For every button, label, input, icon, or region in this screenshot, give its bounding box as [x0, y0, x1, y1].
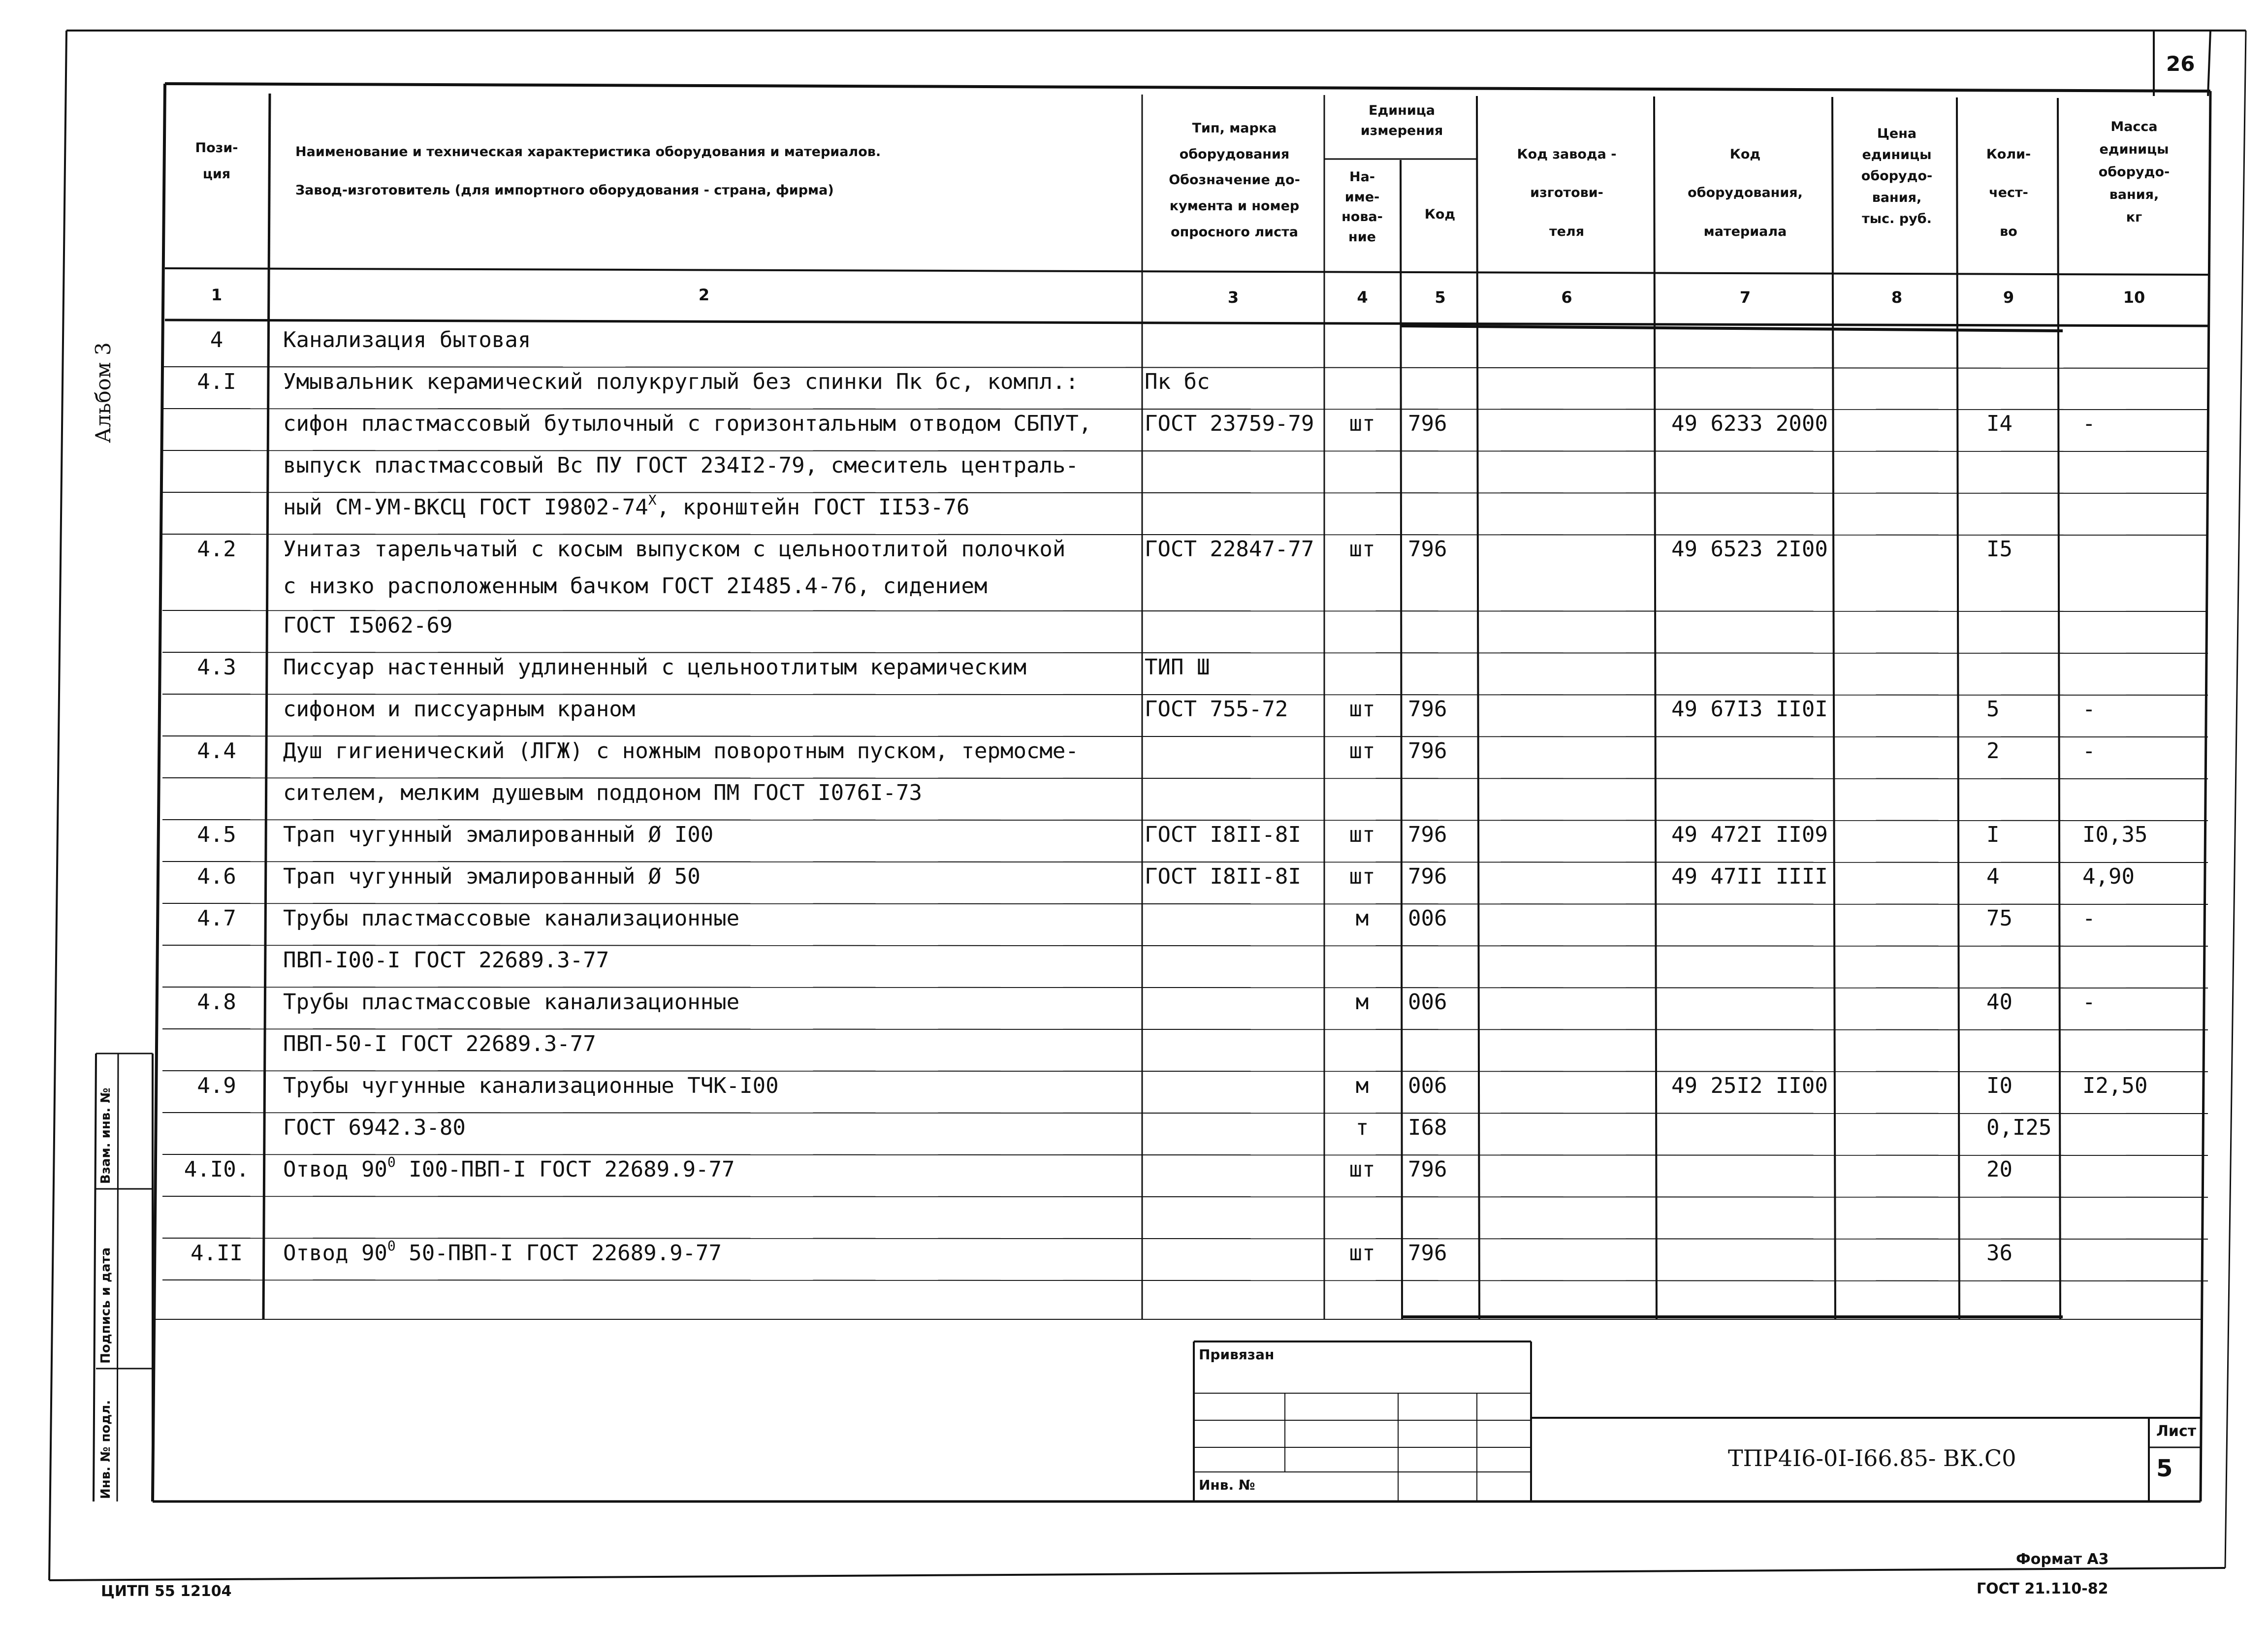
row-5-code7: 49 6523 2I00	[1671, 537, 1828, 562]
row-19-qty: 0,I25	[1986, 1115, 2052, 1140]
row-20-qty: 20	[1986, 1157, 2012, 1182]
row-16-unit: м	[1355, 990, 1369, 1015]
row-13-unit: шт	[1349, 864, 1375, 889]
row-10-name: Душ гигиенический (ЛГЖ) с ножным поворотным пуском, термосме-	[283, 738, 1079, 764]
row-4-name: ный СМ-УМ-ВКСЦ ГОСТ $I9802-74^X$, кронштейн ГОСТ II53-76	[283, 492, 970, 520]
row-18-name: Трубы чугунные канализационные ТЧК-I00	[283, 1073, 779, 1098]
header-unit-group: Единица измерения	[1360, 103, 1443, 138]
row-16-mass: -	[2082, 990, 2096, 1015]
row-14-mass: -	[2082, 906, 2096, 931]
row-5-code: 796	[1408, 537, 1447, 562]
row-14-name: Трубы пластмассовые канализационные	[283, 906, 740, 931]
row-2-name: сифон пластмассовый бутылочный с горизонтальным отводом СБПУТ,	[283, 411, 1092, 436]
gost-label: ГОСТ 21.110-82	[1977, 1580, 2108, 1597]
row-13-qty: 4	[1986, 864, 2000, 889]
row-19-code: I68	[1408, 1115, 1447, 1140]
row-0-pos: 4	[210, 327, 224, 352]
row-2-qty: I4	[1986, 411, 2012, 436]
row-12-name: Трап чугунный эмалированный Ø I00	[283, 822, 714, 847]
row-22-code: 796	[1408, 1241, 1447, 1266]
row-12-mass: I0,35	[2082, 822, 2148, 847]
col-number-7: 7	[1739, 288, 1751, 307]
header-equipment-code: Код оборудования, материала	[1688, 147, 1803, 239]
row-2-code7: 49 6233 2000	[1671, 411, 1828, 436]
row-22-unit: шт	[1349, 1241, 1375, 1266]
col-number-6: 6	[1561, 288, 1572, 307]
row-18-code7: 49 25I2 II00	[1671, 1073, 1828, 1098]
row-9-unit: шт	[1349, 697, 1375, 722]
row-10-pos: 4.4	[197, 738, 236, 764]
row-0-name: Канализация бытовая	[283, 327, 531, 352]
row-12-type: ГОСТ I8II-8I	[1145, 822, 1301, 847]
row-12-code: 796	[1408, 822, 1447, 847]
row-5-name: Унитаз тарельчатый с косым выпуском с цельноотлитой полочкой	[283, 537, 1066, 562]
row-14-pos: 4.7	[197, 906, 236, 931]
row-19-name: ГОСТ 6942.3-80	[283, 1115, 466, 1140]
row-18-qty: I0	[1986, 1073, 2012, 1098]
row-1-type: Пк бс	[1145, 369, 1210, 394]
col-number-4: 4	[1357, 288, 1368, 307]
row-9-type: ГОСТ 755-72	[1145, 697, 1288, 722]
stamp-replacement-inv: Взам. инв. №	[98, 1087, 113, 1184]
row-14-code: 006	[1408, 906, 1447, 931]
row-20-pos: 4.I0.	[184, 1157, 250, 1182]
row-9-code: 796	[1408, 697, 1447, 722]
row-13-type: ГОСТ I8II-8I	[1145, 864, 1301, 889]
row-1-name: Умывальник керамический полукруглый без спинки Пк бс, компл.:	[283, 369, 1079, 394]
row-20-code: 796	[1408, 1157, 1447, 1182]
row-12-code7: 49 472I II09	[1671, 822, 1828, 847]
row-2-type: ГОСТ 23759-79	[1145, 411, 1314, 436]
row-18-pos: 4.9	[197, 1073, 236, 1098]
row-11-name: сителем, мелким душевым поддоном ПМ ГОСТ I076I-73	[283, 780, 923, 805]
stamp-signature-date: Подпись и дата	[98, 1247, 113, 1364]
row-5-type: ГОСТ 22847-77	[1145, 537, 1314, 562]
binding-inv: Инв. №	[1199, 1477, 1255, 1493]
row-16-code: 006	[1408, 990, 1447, 1015]
header-name: Наименование и техническая характеристика оборудования и материалов. Завод-изготовитель (для импортного оборудования - страна, фирма)	[295, 144, 881, 198]
row-12-pos: 4.5	[197, 822, 236, 847]
row-14-unit: м	[1355, 906, 1369, 931]
row-20-name: Отвод $90^0$ I00-ПВП-I ГОСТ 22689.9-77	[283, 1154, 735, 1182]
row-5-qty: I5	[1986, 537, 2012, 562]
binding-title: Привязан	[1199, 1346, 1275, 1363]
row-2-code: 796	[1408, 411, 1447, 436]
col-number-10: 10	[2123, 288, 2145, 307]
row-19-unit: т	[1355, 1115, 1369, 1140]
sheet-label: Лист	[2156, 1423, 2197, 1440]
format-label: Формат А3	[2016, 1551, 2109, 1568]
sheet-number-top: 26	[2166, 52, 2195, 76]
row-7-name: ГОСТ I5062-69	[283, 613, 453, 638]
row-12-unit: шт	[1349, 822, 1375, 847]
header-factory-code: Код завода - изготови- теля	[1517, 147, 1617, 239]
header-price: Цена единицы оборудо- вания, тыс. руб.	[1861, 126, 1933, 226]
row-16-qty: 40	[1986, 990, 2012, 1015]
col-number-5: 5	[1435, 288, 1446, 307]
row-9-qty: 5	[1986, 697, 2000, 722]
col-number-2: 2	[698, 286, 710, 304]
row-10-qty: 2	[1986, 738, 2000, 764]
header-unit-name: На- име- нова- ние	[1342, 169, 1383, 245]
row-20-unit: шт	[1349, 1157, 1375, 1182]
row-2-mass: -	[2082, 411, 2096, 436]
row-13-code: 796	[1408, 864, 1447, 889]
row-16-name: Трубы пластмассовые канализационные	[283, 990, 740, 1015]
row-18-code: 006	[1408, 1073, 1447, 1098]
row-10-unit: шт	[1349, 738, 1375, 764]
row-5-unit: шт	[1349, 537, 1375, 562]
row-22-pos: 4.II	[191, 1241, 243, 1266]
header-type: Тип, марка оборудования Обозначение до- кумента и номер опросного листа	[1169, 121, 1300, 240]
stamp-inv-original: Инв. № подл.	[98, 1400, 113, 1499]
col-number-1: 1	[211, 286, 223, 304]
publisher-code: ЦИТП 55 12104	[101, 1583, 232, 1600]
row-3-name: выпуск пластмассовый Вс ПУ ГОСТ 234I2-79, смеситель централь-	[283, 453, 1079, 478]
row-13-code7: 49 47II IIII	[1671, 864, 1828, 889]
row-2-unit: шт	[1349, 411, 1375, 436]
row-17-name: ПВП-50-I ГОСТ 22689.3-77	[283, 1031, 596, 1056]
col-number-9: 9	[2003, 288, 2014, 307]
header-mass: Масса единицы оборудо- вания, кг	[2098, 119, 2170, 225]
row-18-unit: м	[1355, 1073, 1369, 1098]
row-10-code: 796	[1408, 738, 1447, 764]
row-16-pos: 4.8	[197, 990, 236, 1015]
row-18-mass: I2,50	[2082, 1073, 2148, 1098]
album-label: Альбом 3	[91, 342, 115, 443]
row-22-name: Отвод $90^0$ 50-ПВП-I ГОСТ 22689.9-77	[283, 1238, 722, 1266]
document-code: ТПР4I6-0I-I66.85- ВК.С0	[1728, 1445, 2016, 1471]
col-number-8: 8	[1891, 288, 1903, 307]
header-unit-code: Код	[1424, 207, 1456, 222]
row-13-pos: 4.6	[197, 864, 236, 889]
row-14-qty: 75	[1986, 906, 2012, 931]
row-8-name: Писсуар настенный удлиненный с цельноотлитым керамическим	[283, 655, 1026, 680]
row-13-mass: 4,90	[2082, 864, 2135, 889]
sheet-number: 5	[2156, 1455, 2173, 1482]
row-9-code7: 49 67I3 II0I	[1671, 697, 1828, 722]
row-13-name: Трап чугунный эмалированный Ø 50	[283, 864, 701, 889]
row-9-mass: -	[2082, 697, 2096, 722]
row-10-mass: -	[2082, 738, 2096, 764]
row-15-name: ПВП-I00-I ГОСТ 22689.3-77	[283, 948, 609, 973]
row-5-pos: 4.2	[197, 537, 236, 562]
row-8-type: ТИП Ш	[1145, 655, 1210, 680]
row-1-pos: 4.I	[197, 369, 236, 394]
header-position: Пози- ция	[195, 140, 238, 182]
row-9-name: сифоном и писсуарным краном	[283, 697, 636, 722]
row-8-pos: 4.3	[197, 655, 236, 680]
row-12-qty: I	[1986, 822, 2000, 847]
row-6-name: с низко расположенным бачком ГОСТ 2I485.4-76, сидением	[283, 574, 988, 599]
header-quantity: Коли- чест- во	[1986, 147, 2031, 239]
col-number-3: 3	[1227, 288, 1239, 307]
row-22-qty: 36	[1986, 1241, 2012, 1266]
